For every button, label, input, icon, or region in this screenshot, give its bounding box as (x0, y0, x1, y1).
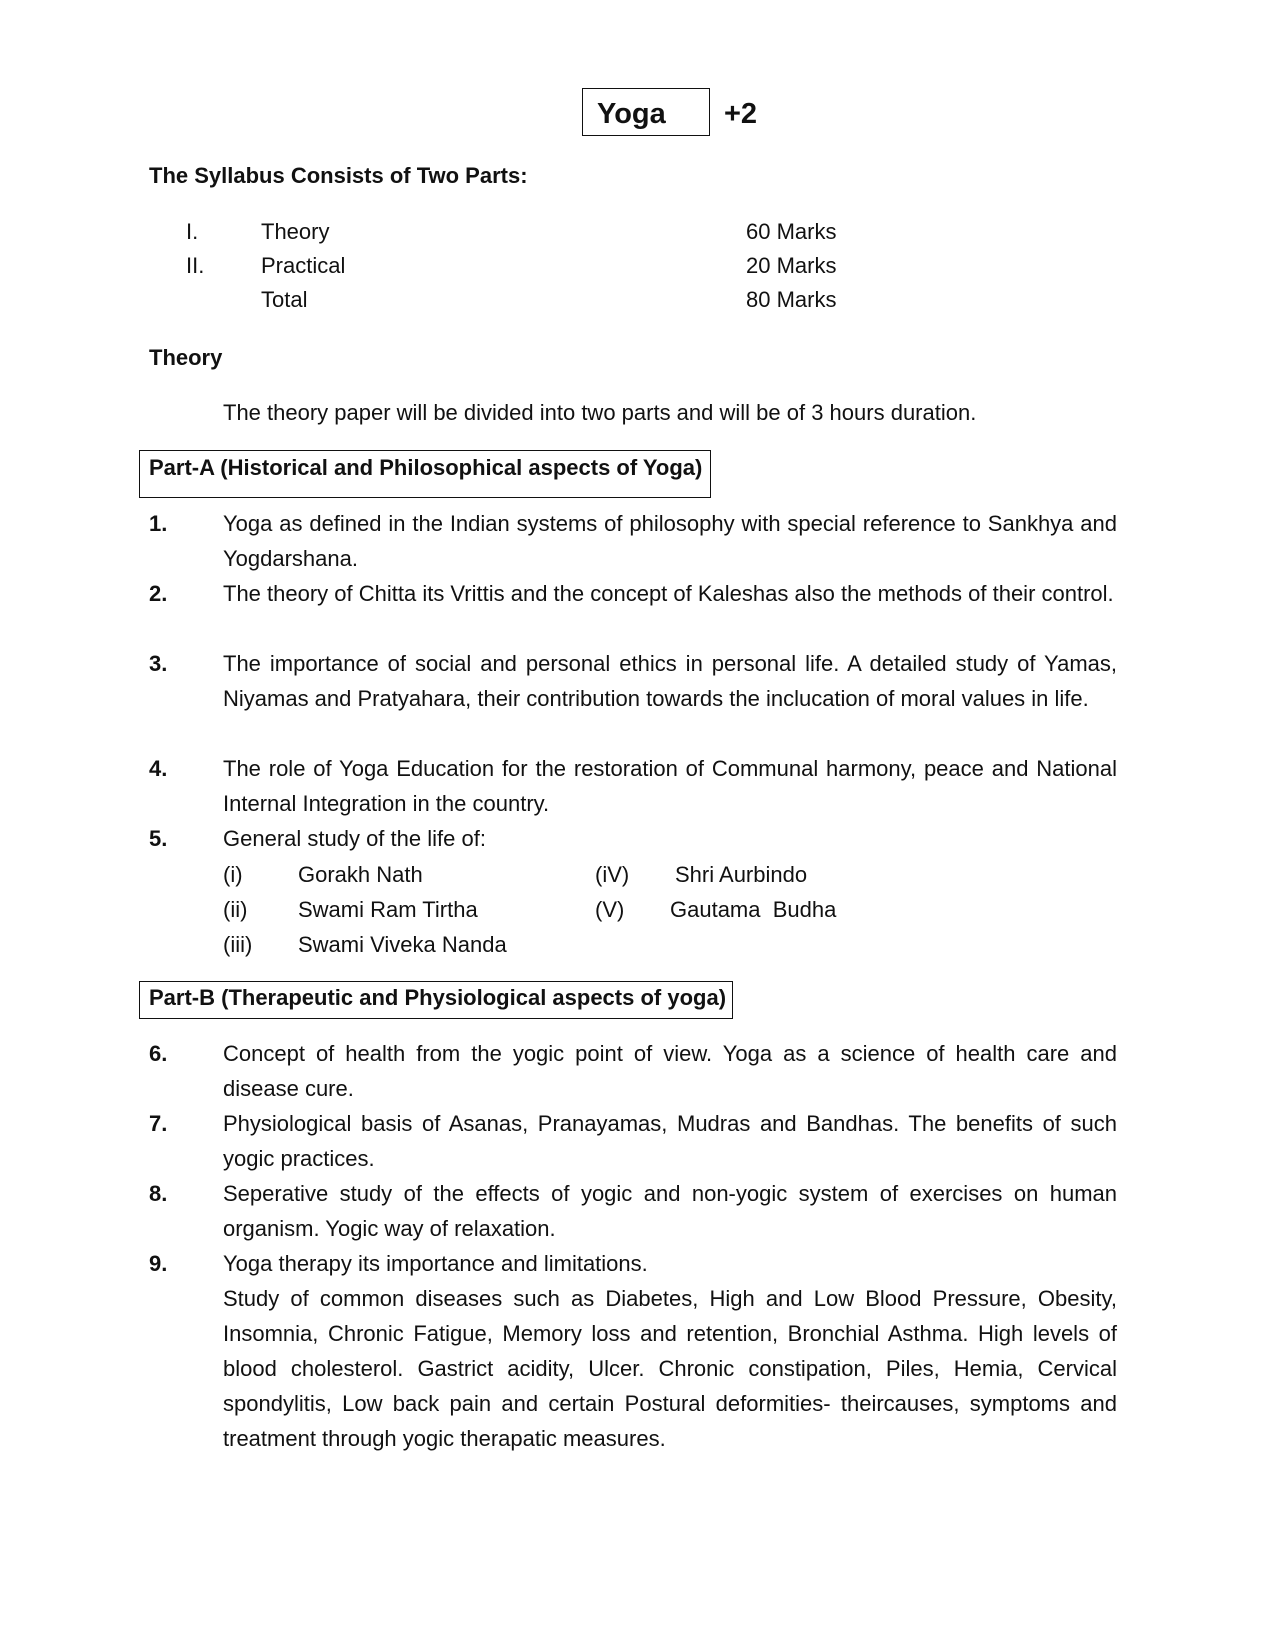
syllabus-item-text: The importance of social and personal ethics in personal life. A detailed study of Yamas, Niyamas and Pratyahara, their contribution towards the inclucation of moral values in life. (223, 651, 1117, 711)
item-number: 9. (149, 1251, 168, 1276)
person-number: (ii) (223, 897, 248, 922)
theory-heading: Theory (149, 345, 223, 370)
item-number: 5. (149, 826, 168, 851)
item-number: 3. (149, 651, 168, 676)
syllabus-item-text: Yoga therapy its importance and limitations. (223, 1251, 648, 1276)
disease-study-paragraph: Study of common diseases such as Diabetes, High and Low Blood Pressure, Obesity, Insomnia, Chronic Fatigue, Memory loss and retention, Bronchial Asthma. High levels of blood cholesterol. Gastrict acidity, Ulcer. Chronic constipation, Piles, Hemia, Cervical spondylitis, Low back pain and certain Postural deformities- theircauses, symptoms and treatment through yogic therapatic measures. (223, 1286, 1117, 1451)
marks-value-total: 80 Marks (746, 287, 837, 312)
item-number: 8. (149, 1181, 168, 1206)
syllabus-item-text: Concept of health from the yogic point of view. Yoga as a science of health care and disease cure. (223, 1041, 1117, 1101)
syllabus-item-text: Seperative study of the effects of yogic and non-yogic system of exercises on human organism. Yogic way of relaxation. (223, 1181, 1117, 1241)
syllabus-item-text: The theory of Chitta its Vrittis and the concept of Kaleshas also the methods of their control. (223, 581, 1114, 606)
item-number: 6. (149, 1041, 168, 1066)
subject-title: Yoga (597, 98, 666, 130)
item-number: 4. (149, 756, 168, 781)
marks-label-total: Total (261, 287, 308, 312)
marks-label-theory: Theory (261, 219, 330, 244)
marks-value-practical: 20 Marks (746, 253, 837, 278)
part-b-title: Part-B (Therapeutic and Physiological aspects of yoga) (149, 985, 727, 1010)
marks-value-theory: 60 Marks (746, 219, 837, 244)
person-name: Gorakh Nath (298, 862, 423, 887)
person-name: Gautama Budha (670, 897, 837, 922)
syllabus-heading: The Syllabus Consists of Two Parts: (149, 163, 528, 188)
person-number: (i) (223, 862, 243, 887)
marks-num-theory: I. (186, 219, 199, 244)
marks-num-practical: II. (186, 253, 205, 278)
person-name: Swami Viveka Nanda (298, 932, 507, 957)
person-number: (V) (595, 897, 625, 922)
item-number: 2. (149, 581, 168, 606)
item-number: 7. (149, 1111, 168, 1136)
person-name: Swami Ram Tirtha (298, 897, 478, 922)
syllabus-item-text: General study of the life of: (223, 826, 486, 851)
person-name: Shri Aurbindo (675, 862, 808, 887)
item-number: 1. (149, 511, 168, 536)
person-number: (iii) (223, 932, 253, 957)
person-number: (iV) (595, 862, 630, 887)
syllabus-item-text: Physiological basis of Asanas, Pranayamas, Mudras and Bandhas. The benefits of such yogic practices. (223, 1111, 1117, 1171)
marks-label-practical: Practical (261, 253, 346, 278)
syllabus-item-text: Yoga as defined in the Indian systems of philosophy with special reference to Sankhya and Yogdarshana. (223, 511, 1117, 571)
theory-description: The theory paper will be divided into two parts and will be of 3 hours duration. (223, 400, 977, 425)
class-level: +2 (724, 98, 758, 130)
syllabus-item-text: The role of Yoga Education for the restoration of Communal harmony, peace and National Internal Integration in the country. (223, 756, 1117, 816)
part-a-title: Part-A (Historical and Philosophical aspects of Yoga) (149, 455, 703, 480)
